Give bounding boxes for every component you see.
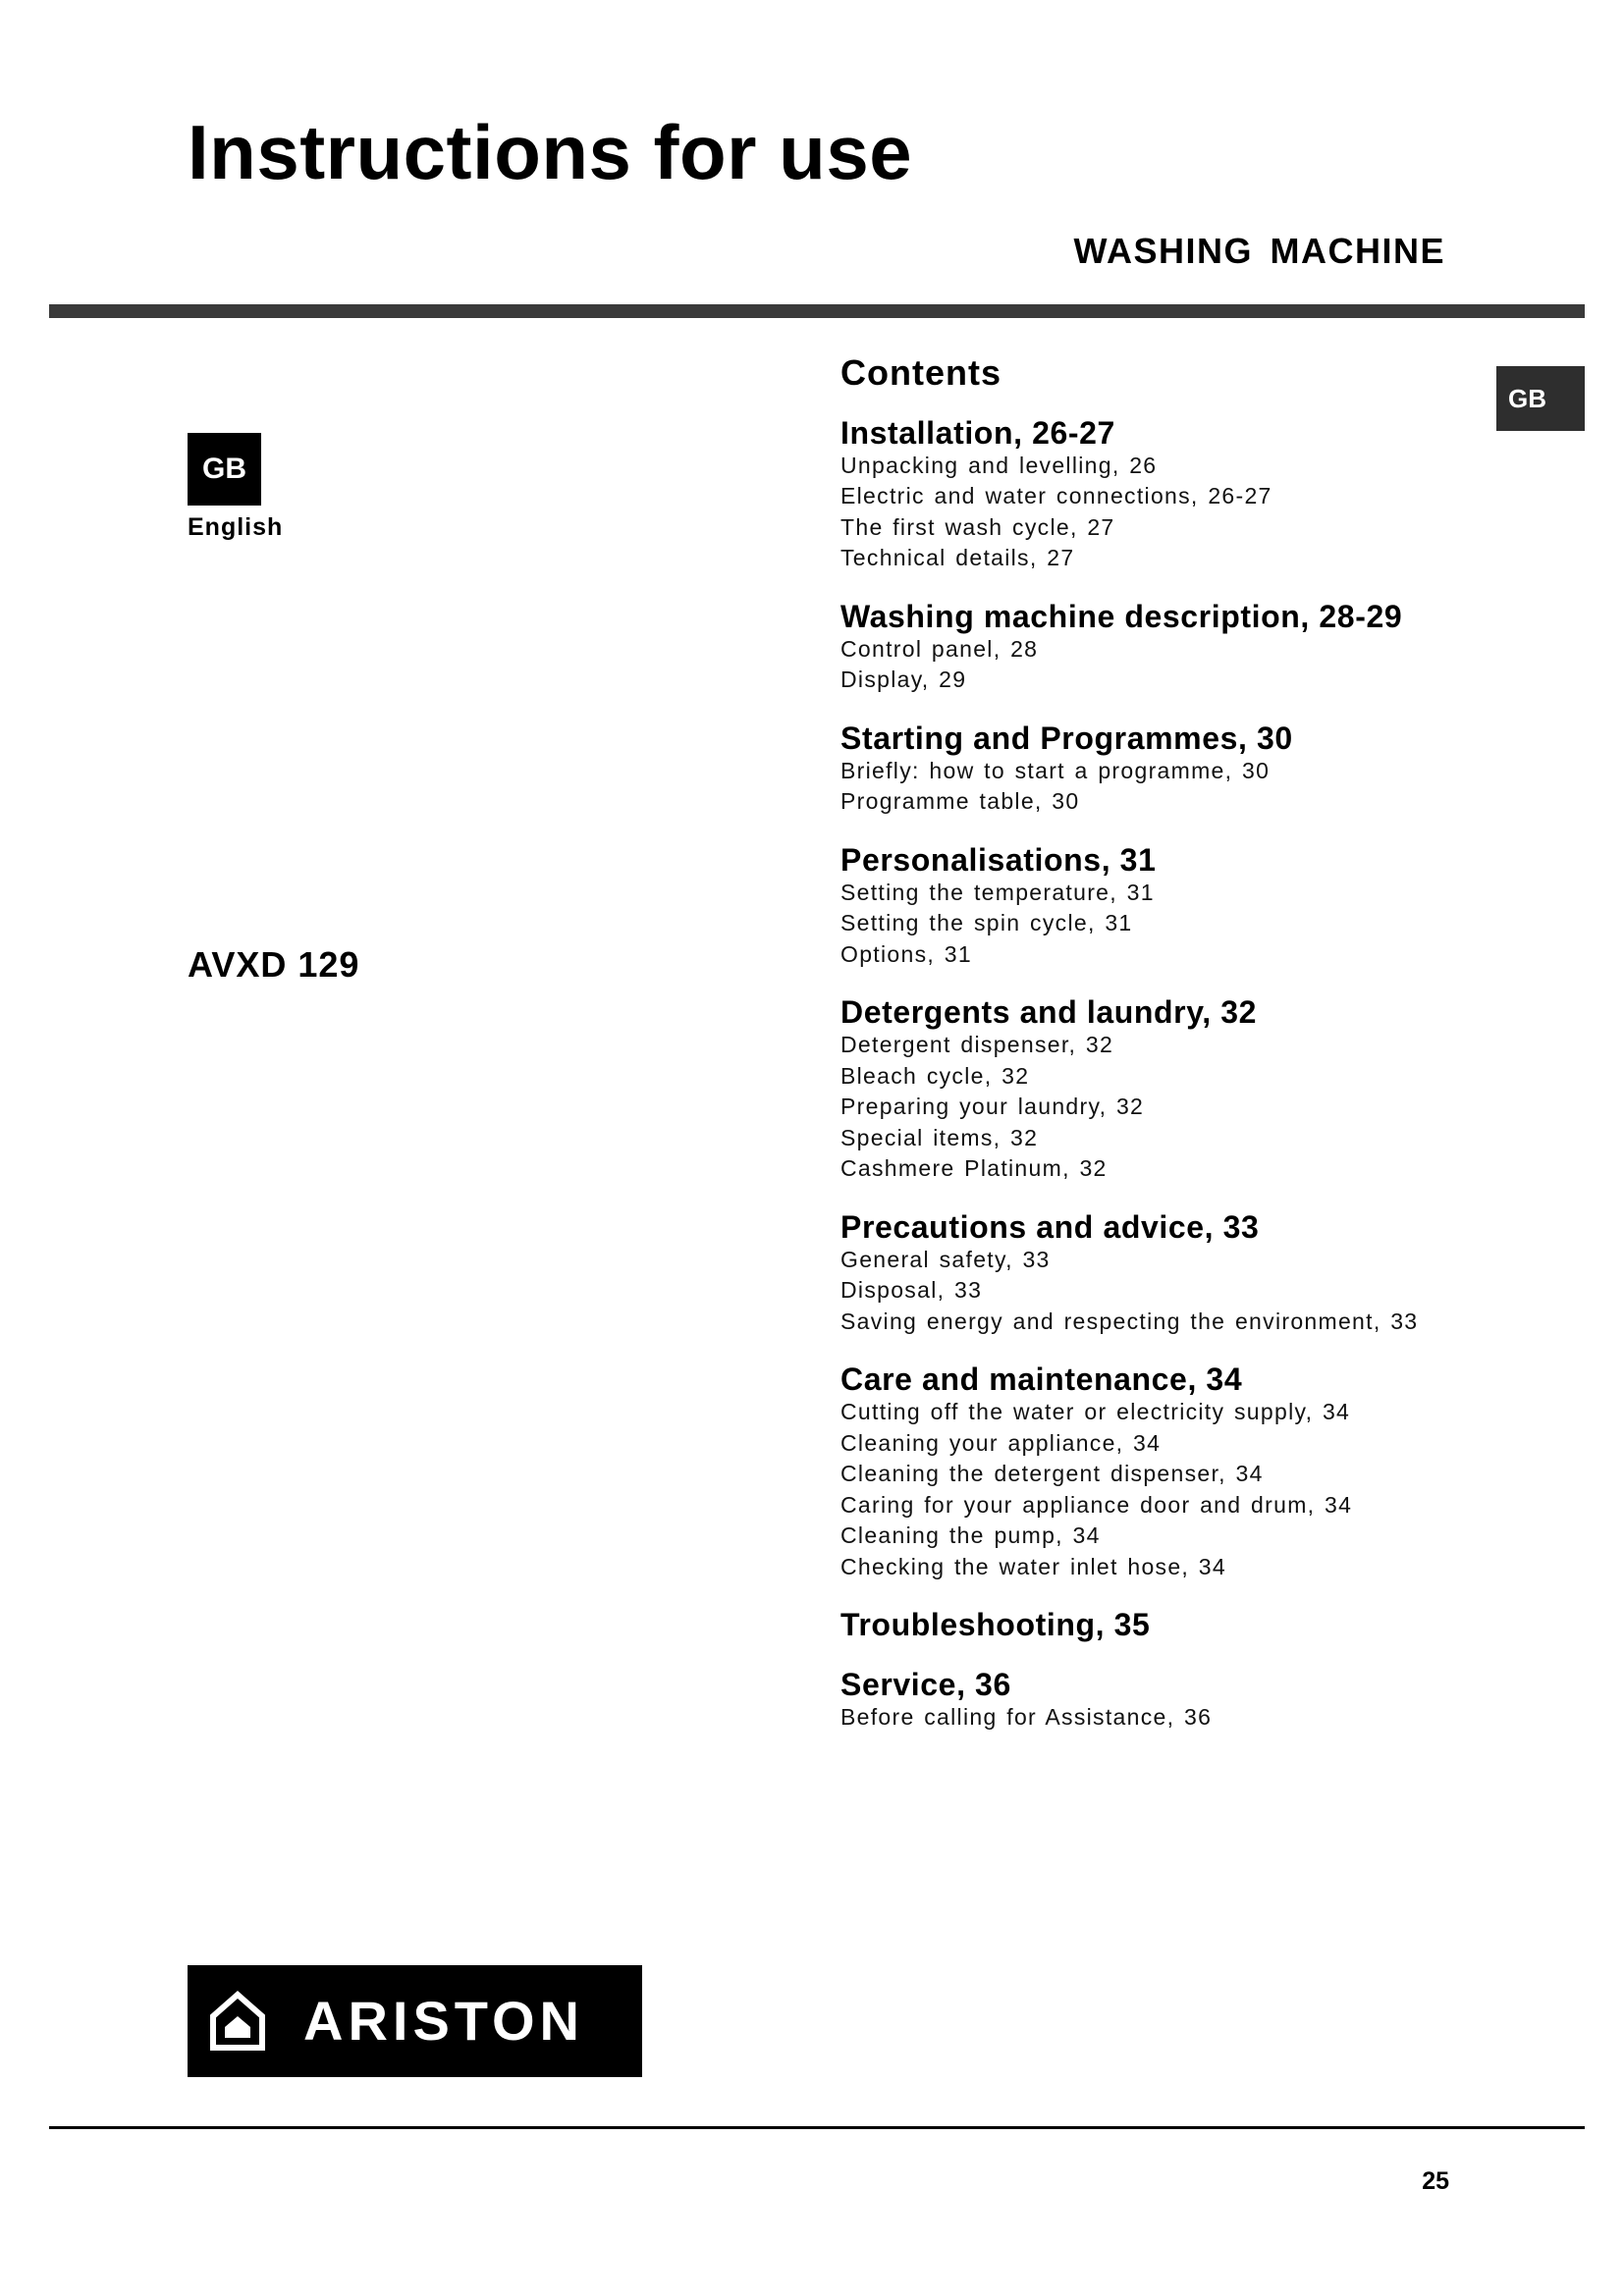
page-number: 25 [1422,2167,1449,2195]
toc-section [840,1607,1508,1642]
toc-entry: Cleaning your appliance, 34 [840,1429,1162,1456]
toc-entry: Caring for your appliance door and drum, 34 [840,1491,1353,1518]
toc-section-title: Precautions and advice, 33 [840,1208,1260,1245]
house-icon [209,1991,266,2052]
header-divider [49,304,1585,318]
toc-section [840,994,1508,1185]
toc-entry: Cleaning the detergent dispenser, 34 [840,1461,1264,1487]
toc-entry: Programme table, 30 [840,788,1080,815]
contents-heading: Contents [840,352,1001,393]
toc-entry: Control panel, 28 [840,635,1039,662]
model-number: AVXD 129 [188,944,360,985]
language-badge: GB [188,433,261,506]
toc-entry: Checking the water inlet hose, 34 [840,1553,1226,1579]
toc-entry: Before calling for Assistance, 36 [840,1704,1213,1731]
toc-entry: Display, 29 [840,667,967,693]
toc-section-title: Care and maintenance, 34 [840,1362,1243,1398]
toc-section-title: Installation, 26-27 [840,414,1115,451]
language-tab: GB [1496,366,1585,431]
page-title: Instructions for use [188,109,913,195]
toc-entry: Cutting off the water or electricity supply, 34 [840,1399,1351,1425]
toc-section [840,1209,1508,1338]
toc-entry: Special items, 32 [840,1124,1039,1150]
toc-section [840,721,1508,818]
toc-entry: Cashmere Platinum, 32 [840,1155,1108,1182]
toc-entry: Setting the temperature, 31 [840,879,1155,905]
toc-entry: Technical details, 27 [840,545,1075,571]
toc-section-title: Troubleshooting, 35 [840,1607,1151,1643]
toc-section [840,1667,1508,1734]
toc-section [840,415,1508,574]
toc-section-title: Personalisations, 31 [840,841,1157,878]
toc-entry: General safety, 33 [840,1246,1051,1272]
toc-entry: The first wash cycle, 27 [840,513,1115,540]
toc-entry: Cleaning the pump, 34 [840,1522,1101,1549]
brand-logo [188,1965,642,2077]
footer-divider [49,2126,1585,2129]
toc-entry: Disposal, 33 [840,1277,983,1304]
toc-section [840,599,1508,696]
toc-section-title: Washing machine description, 28-29 [840,598,1403,634]
product-type: WASHING MACHINE [1073,231,1445,271]
toc-section-title: Service, 36 [840,1667,1011,1703]
toc-entry: Bleach cycle, 32 [840,1062,1030,1089]
language-label: English [188,513,284,541]
table-of-contents [840,353,1508,1758]
brand-name: ARISTON [303,1990,584,2052]
toc-entry: Briefly: how to start a programme, 30 [840,757,1271,783]
toc-entry: Unpacking and levelling, 26 [840,452,1158,478]
toc-entry: Detergent dispenser, 32 [840,1032,1114,1058]
toc-section-title: Starting and Programmes, 30 [840,720,1293,756]
toc-entry: Saving energy and respecting the environment, 33 [840,1308,1419,1334]
toc-section [840,1362,1508,1582]
toc-section [840,842,1508,971]
toc-entry: Options, 31 [840,940,972,967]
toc-entry: Setting the spin cycle, 31 [840,910,1133,936]
toc-section-title: Detergents and laundry, 32 [840,994,1258,1031]
toc-entry: Preparing your laundry, 32 [840,1094,1145,1120]
toc-entry: Electric and water connections, 26-27 [840,483,1272,509]
